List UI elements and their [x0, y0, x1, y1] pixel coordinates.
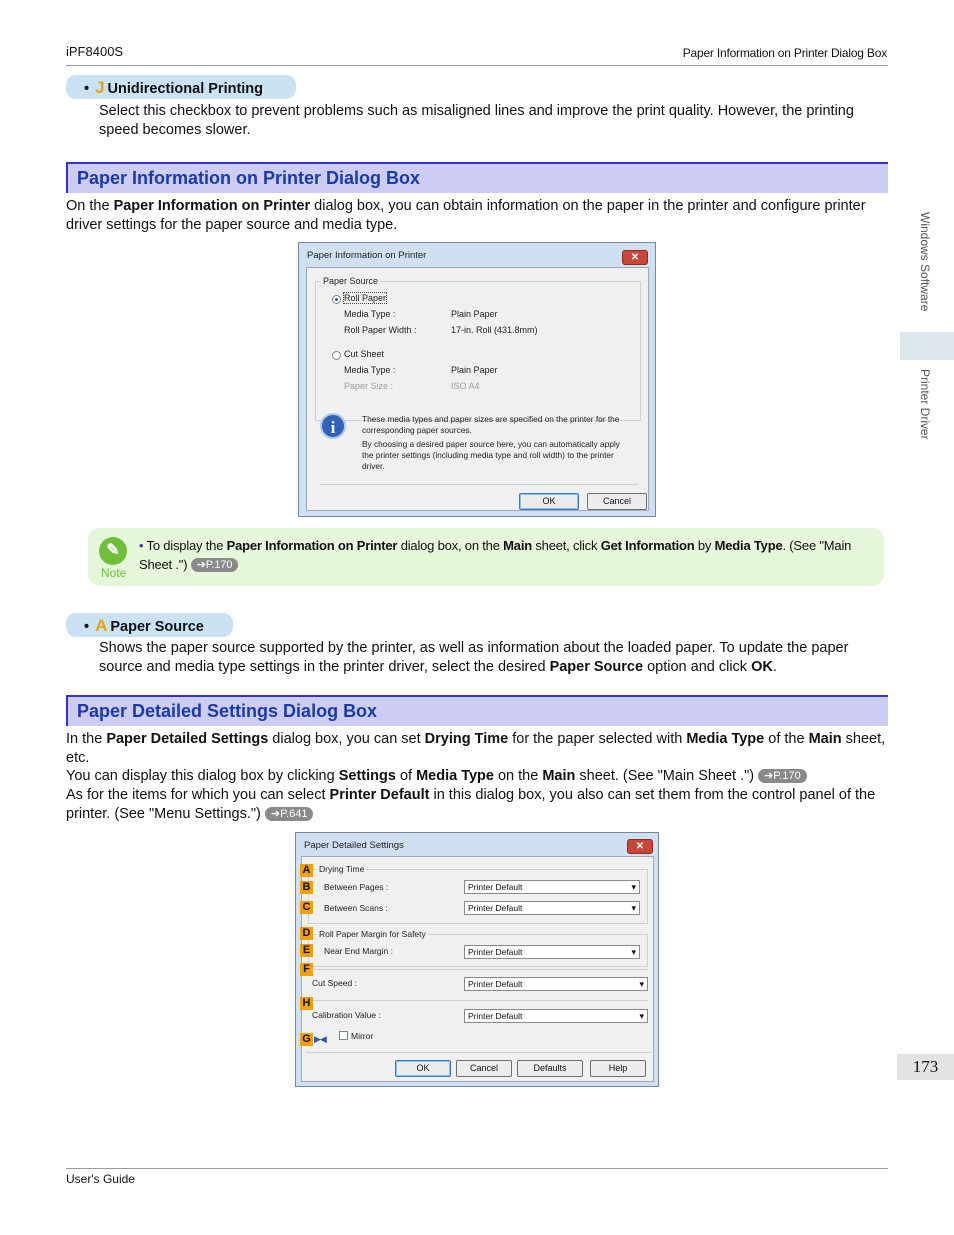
section2-para-1: In the Paper Detailed Settings dialog box, you can set Drying Time for the paper selected with Media Type of the Main sheet, etc.: [66, 731, 886, 766]
note-label: Note: [101, 566, 127, 580]
side-tab-printer-driver[interactable]: Printer Driver: [918, 369, 932, 440]
info-icon: i: [320, 413, 346, 439]
note-text: • To display the Paper Information on Printer dialog box, on the Main sheet, click Get Information by Media Type. (See "Main Sheet .") ➔P.170: [139, 538, 852, 572]
side-tab-highlight: [900, 332, 954, 360]
mirror-label[interactable]: Mirror: [351, 1031, 374, 1041]
divider: [306, 1052, 651, 1053]
dialog2-title: Paper Detailed Settings: [304, 840, 404, 851]
side-tab-windows-software[interactable]: Windows Software: [918, 212, 932, 312]
defaults-button[interactable]: Defaults: [517, 1060, 583, 1077]
info-line-1: These media types and paper sizes are specified on the printer for the: [362, 414, 620, 424]
item-a-heading: [66, 613, 233, 637]
xref-p641[interactable]: ➔P.641: [265, 807, 314, 821]
item-a-text: Shows the paper source supported by the printer, as well as information about the loaded paper. To update the paper source and media type settings in the printer driver, select the desired Paper Source option and click OK.: [99, 640, 849, 675]
cancel-button[interactable]: Cancel: [456, 1060, 512, 1077]
between-pages-select[interactable]: Printer Default ▾: [464, 880, 640, 894]
roll-margin-label: Roll Paper Margin for Safety: [319, 929, 426, 939]
cancel-button[interactable]: Cancel: [587, 493, 647, 510]
cut-sheet-label[interactable]: Cut Sheet: [344, 349, 385, 359]
section2-title: Paper Detailed Settings Dialog Box: [66, 695, 888, 726]
media-type-label-2: Media Type :: [344, 365, 396, 375]
section2-para-3: As for the items for which you can select Printer Default in this dialog box, you also can set them from the control panel of the printer. (See "Menu Settings.") ➔P.641: [66, 787, 876, 822]
roll-width-label: Roll Paper Width :: [344, 325, 417, 335]
paper-size-value: ISO A4: [451, 381, 480, 391]
bullet-icon: •: [84, 619, 90, 635]
between-scans-select[interactable]: Printer Default ▾: [464, 901, 640, 915]
drying-time-label: Drying Time: [319, 864, 365, 874]
divider: [311, 1000, 648, 1001]
xref-p170-2[interactable]: ➔P.170: [758, 769, 807, 783]
mirror-checkbox[interactable]: [339, 1031, 348, 1040]
between-scans-label: Between Scans :: [324, 903, 388, 913]
roll-paper-radio[interactable]: [332, 295, 341, 304]
note-pencil-icon: ✎: [99, 537, 127, 565]
roll-paper-label[interactable]: Roll Paper: [344, 293, 387, 303]
info-line-3: By choosing a desired paper source here, you can automatically apply: [362, 439, 620, 449]
near-end-margin-label: Near End Margin :: [324, 946, 393, 956]
bullet-icon: •: [84, 81, 90, 97]
paper-source-label: Paper Source: [323, 276, 379, 286]
paper-info-dialog: [298, 242, 656, 517]
letter-d: D: [300, 927, 313, 940]
letter-b: B: [300, 881, 313, 894]
calibration-label: Calibration Value :: [312, 1010, 381, 1020]
media-type-value-2: Plain Paper: [451, 365, 498, 375]
divider: [311, 969, 648, 970]
cut-speed-label: Cut Speed :: [312, 978, 357, 988]
footer-text: User's Guide: [66, 1172, 135, 1186]
info-line-5: driver.: [362, 461, 385, 471]
letter-a: A: [300, 864, 313, 877]
drying-group: [308, 869, 648, 924]
close-icon[interactable]: ✕: [627, 839, 653, 854]
paper-size-label: Paper Size :: [344, 381, 394, 391]
help-button[interactable]: Help: [590, 1060, 646, 1077]
item-j-text: Select this checkbox to prevent problems such as misaligned lines and improve the print quality. However, the printing speed becomes slower.: [99, 103, 854, 138]
letter-f: F: [300, 963, 313, 976]
calibration-select[interactable]: Printer Default ▾: [464, 1009, 648, 1023]
header-rule: [66, 65, 888, 66]
near-end-margin-select[interactable]: Printer Default ▾: [464, 945, 640, 959]
section2-para-2: You can display this dialog box by clicking Settings of Media Type on the Main sheet. (See "Main Sheet .") ➔P.170: [66, 767, 888, 786]
info-line-2: corresponding paper sources.: [362, 425, 472, 435]
paper-detailed-dialog: [295, 832, 659, 1087]
item-j-letter: J: [95, 78, 105, 97]
between-pages-label: Between Pages :: [324, 882, 389, 892]
header-model: iPF8400S: [66, 44, 124, 59]
page-number: 173: [897, 1054, 954, 1080]
dialog-body: [306, 267, 649, 511]
divider: [320, 484, 638, 485]
dialog2-body: [301, 856, 654, 1082]
dialog-title: Paper Information on Printer: [307, 250, 427, 261]
close-icon[interactable]: ✕: [622, 250, 648, 265]
info-line-4: the printer settings (including media type and roll width) to the printer: [362, 450, 614, 460]
section1-intro: On the Paper Information on Printer dialog box, you can obtain information on the paper in the printer and configure printer driver settings for the paper source and media type.: [66, 198, 866, 233]
section1-title: Paper Information on Printer Dialog Box: [66, 162, 888, 193]
media-type-value: Plain Paper: [451, 309, 498, 319]
mirror-icon: ▶◀: [314, 1034, 326, 1044]
letter-h: H: [300, 997, 313, 1010]
item-a-title: Paper Source: [110, 619, 204, 635]
xref-p170[interactable]: ➔P.170: [191, 558, 238, 572]
cut-sheet-radio[interactable]: [332, 351, 341, 360]
footer-rule: [66, 1168, 888, 1169]
letter-e: E: [300, 944, 313, 957]
cut-speed-select[interactable]: Printer Default ▾: [464, 977, 648, 991]
ok-button[interactable]: OK: [519, 493, 579, 510]
item-j-title: Unidirectional Printing: [107, 81, 264, 97]
item-j-heading: [66, 75, 296, 99]
roll-width-value: 17-in. Roll (431.8mm): [451, 325, 538, 335]
letter-c: C: [300, 901, 313, 914]
header-section: Paper Information on Printer Dialog Box: [682, 46, 887, 60]
letter-g: G: [300, 1033, 313, 1046]
item-a-letter: A: [95, 616, 108, 635]
ok-button[interactable]: OK: [395, 1060, 451, 1077]
media-type-label: Media Type :: [344, 309, 396, 319]
